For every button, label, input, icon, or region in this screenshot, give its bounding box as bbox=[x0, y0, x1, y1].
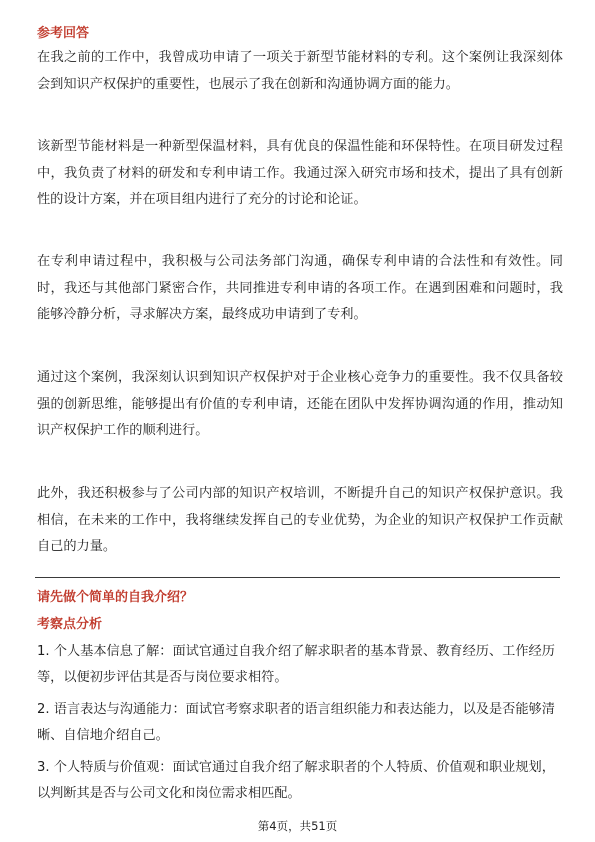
reference-answer-heading: 参考回答 bbox=[37, 26, 90, 41]
analysis-item-3: 3. 个人特质与价值观：面试官通过自我介绍了解求职者的个人特质、价值观和职业规划，以判断其是否与公司文化和岗位需求相匹配。 bbox=[37, 760, 555, 801]
paragraph-4: 通过这个案例，我深刻认识到知识产权保护对于企业核心竞争力的重要性。我不仅具备较强的创新思维，能够提出有价值的专利申请，还能在团队中发挥协调沟通的作用，推动知识产权保护工作的顺利进行。 bbox=[37, 370, 563, 438]
analysis-item-2: 2. 语言表达与沟通能力：面试官考察求职者的语言组织能力和表达能力，以及是否能够清晰、自信地介绍自己。 bbox=[37, 702, 555, 743]
paragraph-3: 在专利申请过程中，我积极与公司法务部门沟通，确保专利申请的合法性和有效性。同时，我还与其他部门紧密合作，共同推进专利申请的各项工作。在遇到困难和问题时，我能够冷静分析，寻求解决方案，最终成功申请到了专利。 bbox=[37, 254, 563, 322]
analysis-item-1: 1. 个人基本信息了解：面试官通过自我介绍了解求职者的基本背景、教育经历、工作经历等，以便初步评估其是否与岗位要求相符。 bbox=[37, 644, 555, 685]
paragraph-5: 此外，我还积极参与了公司内部的知识产权培训，不断提升自己的知识产权保护意识。我相信，在未来的工作中，我将继续发挥自己的专业优势，为企业的知识产权保护工作贡献自己的力量。 bbox=[37, 486, 563, 554]
paragraph-2: 该新型节能材料是一种新型保温材料，具有优良的保温性能和环保特性。在项目研发过程中，我负责了材料的研发和专利申请工作。我通过深入研究市场和技术，提出了具有创新性的设计方案，并在项目组内进行了充分的讨论和论证。 bbox=[37, 139, 563, 207]
analysis-subheading: 考察点分析 bbox=[37, 617, 103, 632]
paragraph-1: 在我之前的工作中，我曾成功申请了一项关于新型节能材料的专利。这个案例让我深刻体会到知识产权保护的重要性，也展示了我在创新和沟通协调方面的能力。 bbox=[37, 50, 563, 92]
section-divider bbox=[35, 577, 560, 578]
page-number: 第4页，共51页 bbox=[257, 819, 338, 833]
question-heading: 请先做个简单的自我介绍？ bbox=[37, 590, 194, 605]
